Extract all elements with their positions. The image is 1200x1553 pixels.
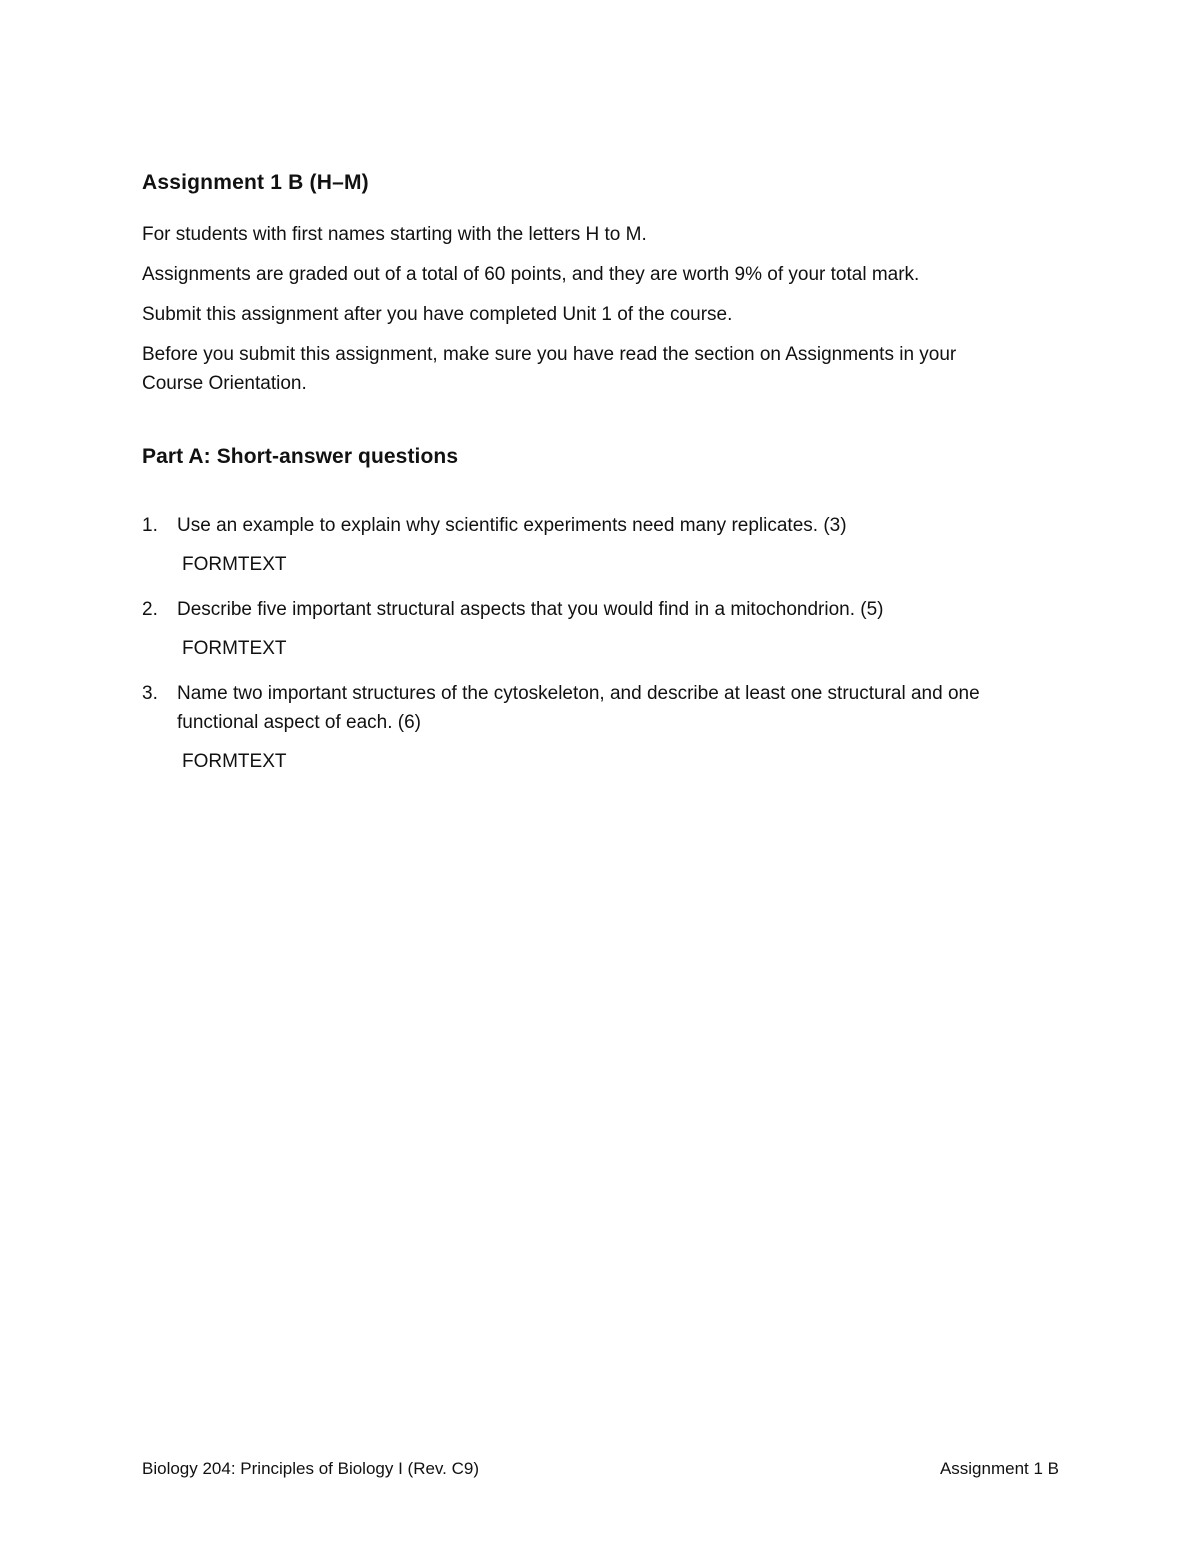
question-number: 1. [142,515,158,536]
assignment-title: Assignment 1 B (H–M) [142,171,369,194]
question-item [142,595,1042,663]
question-number: 2. [142,599,158,620]
section-heading-part-a: Part A: Short-answer questions [142,445,459,468]
question-text: Use an example to explain why scientific experiments need many replicates. (3) [177,515,847,536]
answer-form-field[interactable]: FORMTEXT [182,554,287,575]
intro-eligibility: For students with first names starting with the letters H to M. [142,224,647,245]
question-list [142,511,1042,776]
intro-section [142,220,1042,398]
intro-grading: Assignments are graded out of a total of 60 points, and they are worth 9% of your total mark. [142,264,920,285]
footer-course-name: Biology 204: Principles of Biology I (Rev. C9) [142,1459,480,1478]
question-item [142,511,1042,579]
intro-submission-timing: Submit this assignment after you have completed Unit 1 of the course. [142,304,733,325]
question-text: Name two important structures of the cytoskeleton, and describe at least one structural and one functional aspect of each. (6) [177,683,980,733]
document-body [142,168,1042,792]
page-footer [142,1456,1059,1482]
question-item [142,679,1042,776]
intro-orientation-note: Before you submit this assignment, make sure you have read the section on Assignments in your Course Orientation. [142,344,957,394]
answer-form-field[interactable]: FORMTEXT [182,751,287,772]
question-number: 3. [142,683,158,704]
footer-assignment-label: Assignment 1 B [939,1459,1059,1478]
answer-form-field[interactable]: FORMTEXT [182,638,287,659]
question-text: Describe five important structural aspects that you would find in a mitochondrion. (5) [177,599,884,620]
